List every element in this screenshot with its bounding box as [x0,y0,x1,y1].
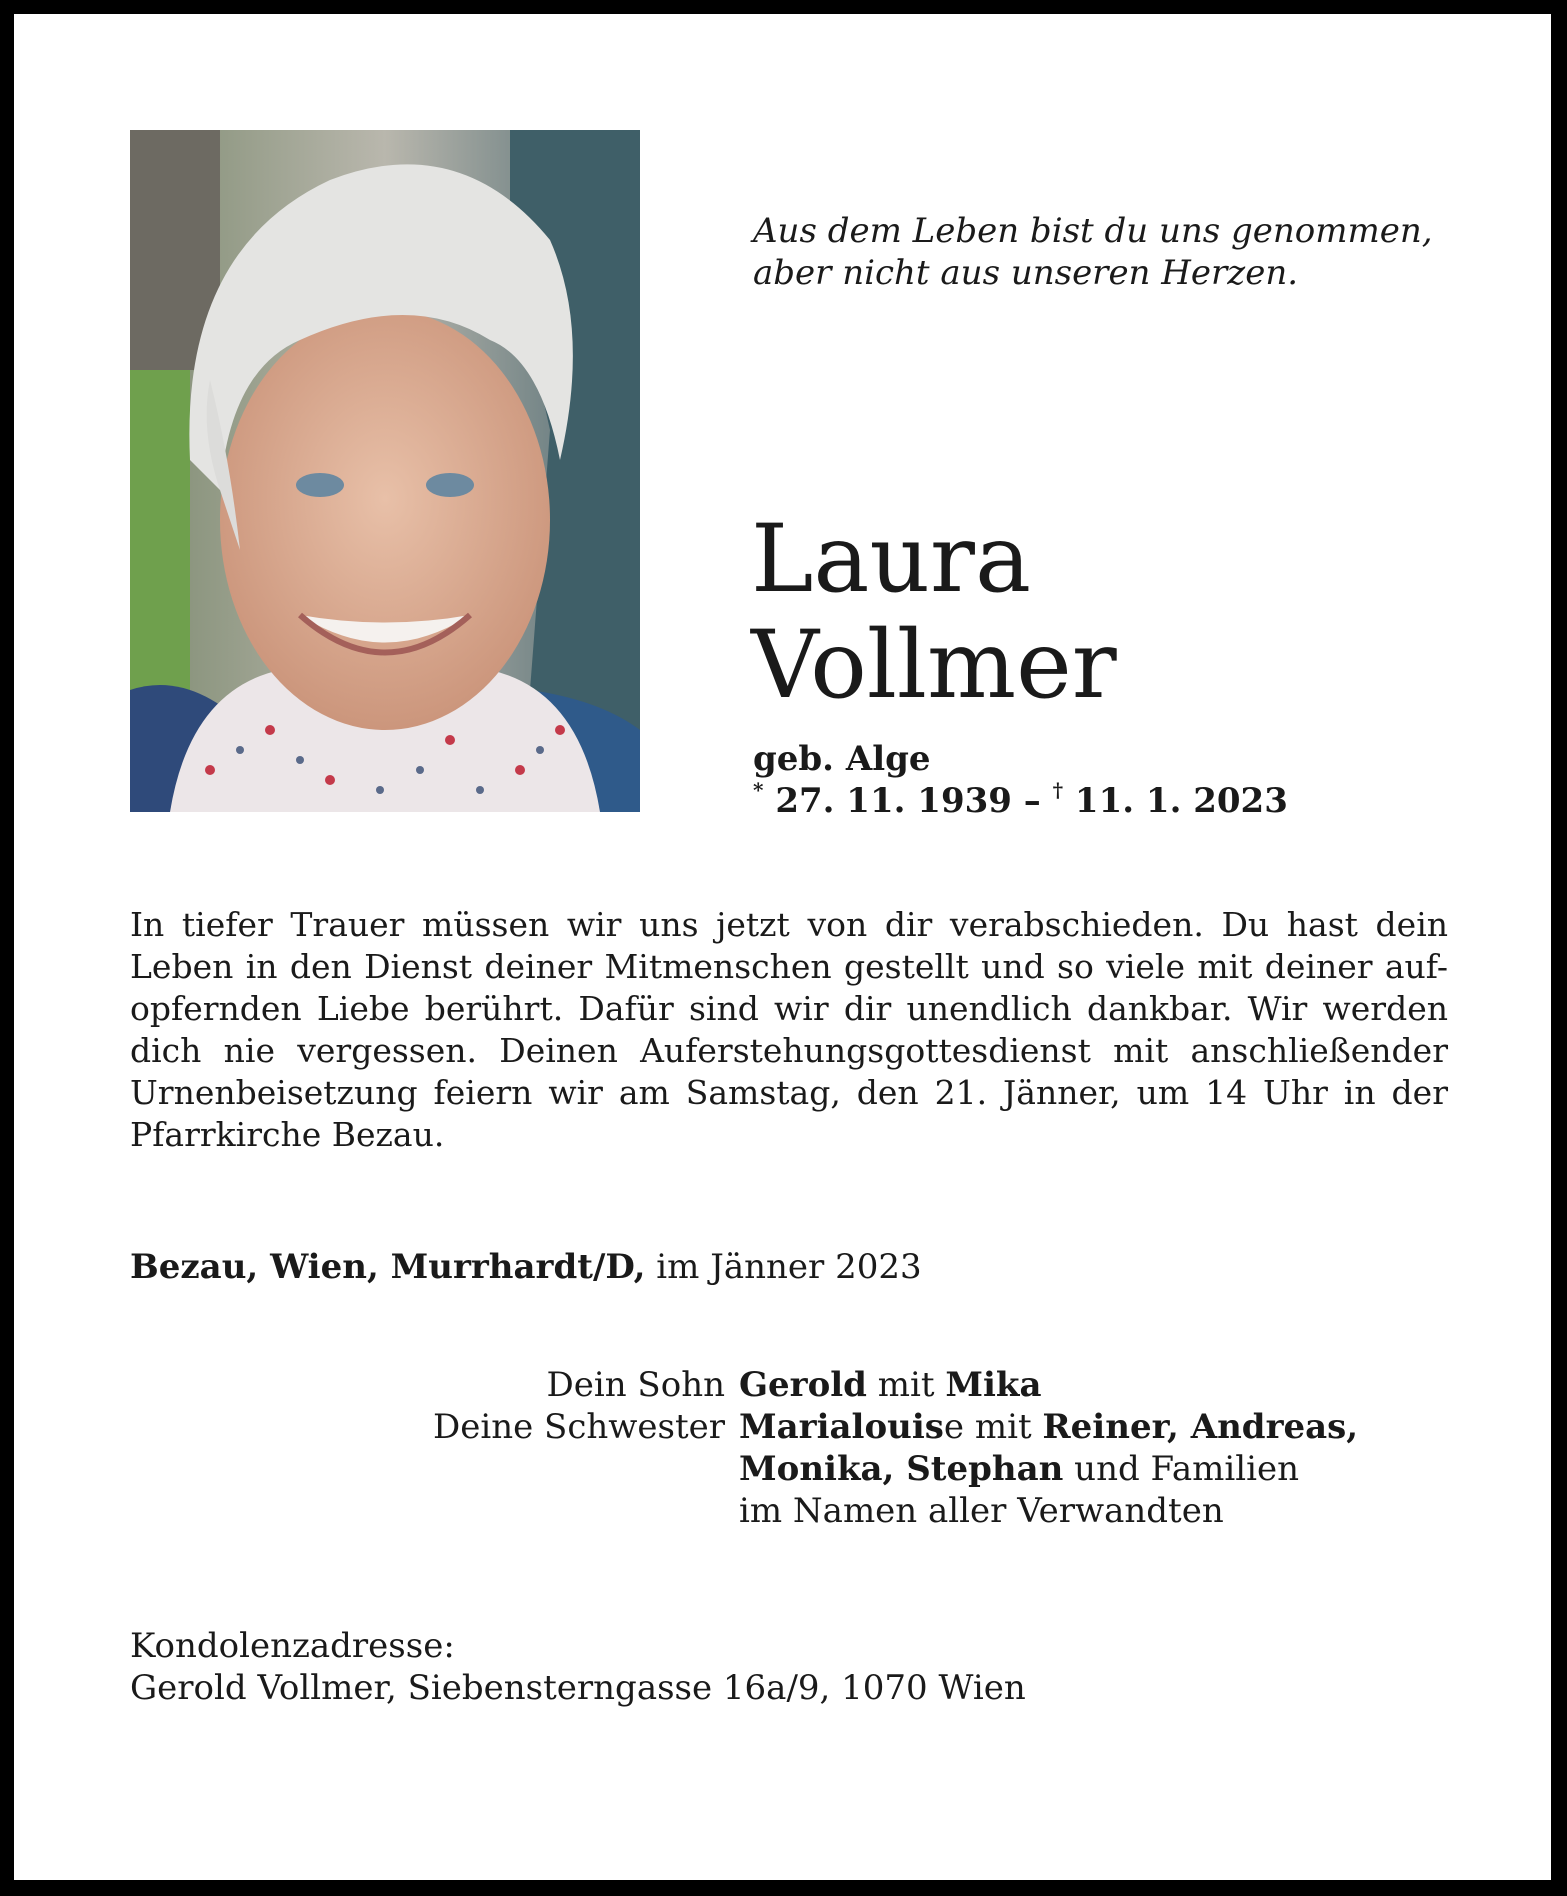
mourner-conj: mit [866,1365,946,1405]
mourner-conj: e mit [943,1407,1043,1447]
mourner-names [739,1406,1358,1448]
last-name: Vollmer [751,611,1117,720]
mourner-label: Dein Sohn [546,1365,725,1405]
mourner-row [314,1448,1514,1490]
condolence-heading: Kondolenzadresse: [130,1626,455,1666]
life-dates [753,780,1288,822]
condolence-address-line: Gerold Vollmer, Siebensterngasse 16a/9, 1070 Wien [130,1668,1026,1708]
obituary-page [14,14,1551,1880]
mourners-list [314,1364,1514,1532]
place-cities: Bezau, Wien, Murrhardt/D, [130,1247,646,1287]
text-line: Leben in den Dienst deiner Mitmenschen gestellt und so viele mit deiner auf- [130,947,1448,986]
motto-quote [753,210,1453,294]
mourner-relatives: im Namen aller Verwandten [739,1491,1224,1531]
mourner-label-empty [314,1490,739,1532]
text-line: opfernden Liebe berührt. Dafür sind wir dir unendlich dankbar. Wir werden [130,989,1448,1028]
mourner-row [314,1490,1514,1532]
mourner-names [739,1364,1042,1406]
birth-date: 27. 11. 1939 [775,781,1012,821]
mourner-name: Mika [945,1365,1042,1405]
mourner-names [739,1448,1299,1490]
mourner-name: Marialouis [739,1407,944,1447]
birth-symbol: * [753,778,764,802]
mourner-name: Reiner, Andreas, [1042,1407,1359,1447]
mourner-label: Deine Schwester [432,1407,725,1447]
deceased-name [751,507,1117,719]
date-separator: – [1011,781,1053,821]
text-line: Urnenbeisetzung feiern wir am Samstag, den 21. Jänner, um 14 Uhr in der [130,1073,1448,1112]
portrait-photo [130,130,640,812]
place-and-date [130,1246,922,1288]
mourner-row [314,1406,1514,1448]
place-date: im Jänner 2023 [645,1247,922,1287]
text-line: In tiefer Trauer müssen wir uns jetzt von dir verabschieden. Du hast dein [130,905,1448,944]
text-line: Pfarrkirche Bezau. [130,1115,445,1154]
mourner-name: Monika, Stephan [739,1449,1064,1489]
mourner-name: Gerold [739,1365,867,1405]
condolence-address [130,1625,1026,1709]
death-symbol: † [1052,778,1064,802]
obituary-text [130,904,1448,1156]
mourner-conj: und Familien [1063,1449,1299,1489]
motto-line-2: aber nicht aus unseren Herzen. [753,253,1299,293]
mourner-label-empty [314,1448,739,1490]
death-date: 11. 1. 2023 [1074,781,1288,821]
text-line: dich nie vergessen. Deinen Auferstehungsgottesdienst mit anschließender [130,1031,1448,1070]
first-name: Laura [751,505,1031,614]
mourner-row [314,1364,1514,1406]
motto-line-1: Aus dem Leben bist du uns genommen, [753,211,1433,251]
birth-name: geb. Alge [753,739,931,779]
